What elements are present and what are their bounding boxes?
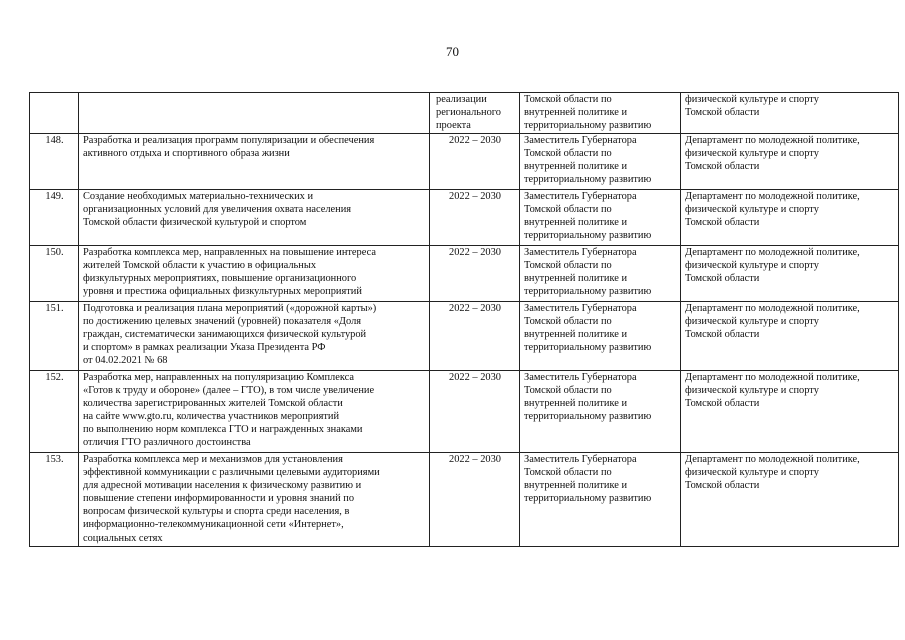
action-description: Разработка комплекса мер, направленных на повышение интереса жителей Томской области к участию в официальных физкультурных мероприятиях, повышение организационного уровня и престижа официальных физкультурных мероприятий xyxy=(79,246,430,302)
table-row xyxy=(30,246,899,302)
executor: Департамент по молодежной политике, физической культуре и спорту Томской области xyxy=(681,453,899,547)
implementation-period: 2022 – 2030 xyxy=(430,246,520,302)
row-number: 150. xyxy=(30,246,79,302)
action-description: Создание необходимых материально-технических и организационных условий для увеличения охвата населения Томской области физической культурой и спортом xyxy=(79,190,430,246)
table-row xyxy=(30,453,899,547)
action-description: Разработка комплекса мер и механизмов для установления эффективной коммуникации с различными целевыми аудиториями для адресной мотивации населения к физическому развитию и повышение степени информированности и уровня знаний по вопросам физической культуры и спорта среди населения, в информационно-телекоммуникационной сети «Интернет», социальных сетях xyxy=(79,453,430,547)
responsible-official: Заместитель Губернатора Томской области по внутренней политике и территориальному развитию xyxy=(520,246,681,302)
executor: физической культуре и спорту Томской области xyxy=(681,93,899,134)
responsible-official: Заместитель Губернатора Томской области по внутренней политике и территориальному развитию xyxy=(520,302,681,371)
table-row xyxy=(30,134,899,190)
table-row xyxy=(30,302,899,371)
responsible-official: Заместитель Губернатора Томской области по внутренней политике и территориальному развитию xyxy=(520,190,681,246)
implementation-period: реализации регионального проекта xyxy=(430,93,520,134)
table-row xyxy=(30,371,899,453)
executor: Департамент по молодежной политике, физической культуре и спорту Томской области xyxy=(681,371,899,453)
executor: Департамент по молодежной политике, физической культуре и спорту Томской области xyxy=(681,302,899,371)
responsible-official: Заместитель Губернатора Томской области по внутренней политике и территориальному развитию xyxy=(520,134,681,190)
row-number: 151. xyxy=(30,302,79,371)
activities-table xyxy=(29,92,899,547)
table-row-continuation xyxy=(30,93,899,134)
row-number: 153. xyxy=(30,453,79,547)
implementation-period: 2022 – 2030 xyxy=(430,302,520,371)
executor: Департамент по молодежной политике, физической культуре и спорту Томской области xyxy=(681,190,899,246)
responsible-official: Заместитель Губернатора Томской области по внутренней политике и территориальному развитию xyxy=(520,453,681,547)
row-number xyxy=(30,93,79,134)
table-row xyxy=(30,190,899,246)
implementation-period: 2022 – 2030 xyxy=(430,453,520,547)
responsible-official: Заместитель Губернатора Томской области по внутренней политике и территориальному развитию xyxy=(520,371,681,453)
responsible-official: Томской области по внутренней политике и территориальному развитию xyxy=(520,93,681,134)
action-description xyxy=(79,93,430,134)
executor: Департамент по молодежной политике, физической культуре и спорту Томской области xyxy=(681,134,899,190)
implementation-period: 2022 – 2030 xyxy=(430,190,520,246)
action-description: Подготовка и реализация плана мероприятий («дорожной карты») по достижению целевых значений (уровней) показателя «Доля граждан, систематически занимающихся физической культурой и спортом» в рамках реализации Указа Президента РФ от 04.02.2021 № 68 xyxy=(79,302,430,371)
row-number: 152. xyxy=(30,371,79,453)
row-number: 148. xyxy=(30,134,79,190)
executor: Департамент по молодежной политике, физической культуре и спорту Томской области xyxy=(681,246,899,302)
action-description: Разработка мер, направленных на популяризацию Комплекса «Готов к труду и обороне» (далее – ГТО), в том числе увеличение количества зарегистрированных жителей Томской области на сайте www.gto.ru, количества участников мероприятий по выполнению норм комплекса ГТО и награжденных знаками отличия ГТО различного достоинства xyxy=(79,371,430,453)
row-number: 149. xyxy=(30,190,79,246)
page-number: 70 xyxy=(446,44,459,59)
action-description: Разработка и реализация программ популяризации и обеспечения активного отдыха и спортивного образа жизни xyxy=(79,134,430,190)
implementation-period: 2022 – 2030 xyxy=(430,371,520,453)
implementation-period: 2022 – 2030 xyxy=(430,134,520,190)
